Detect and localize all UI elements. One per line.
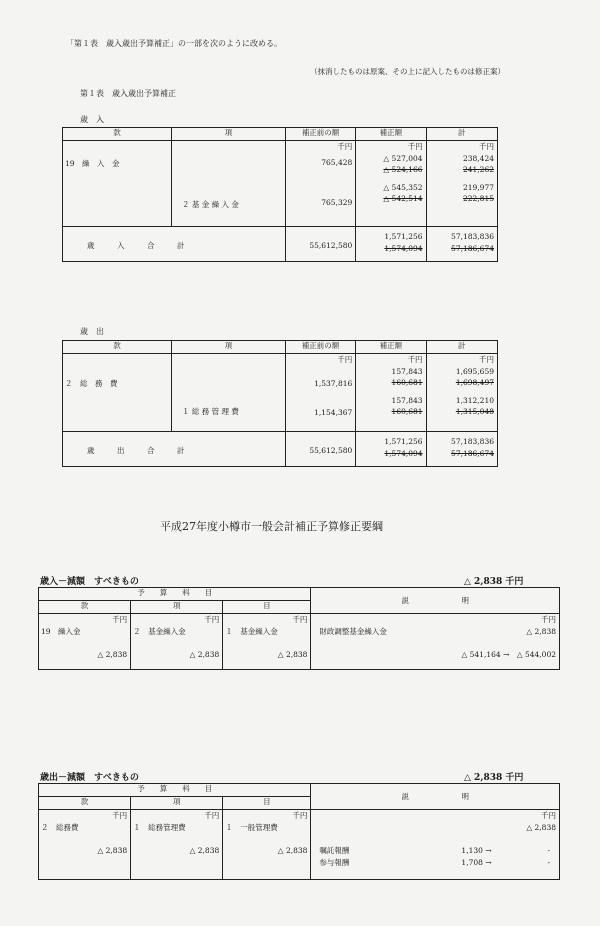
sum-correction-new: 1,571,256 (384, 437, 423, 446)
moku-label: １ 基金繰入金 (225, 626, 278, 636)
unit-label: 千円 (541, 615, 556, 624)
kan-cell (39, 614, 131, 670)
desc-label: 財政調整基金繰入金 (319, 626, 387, 636)
sum-before: 55,612,580 (309, 446, 353, 455)
rev-reduce-amount: △ 2,838 千円 (464, 577, 524, 587)
correction-new: △ 545,352 (383, 182, 423, 192)
correction-cell (356, 354, 426, 432)
item-label: 嘱託報酬 (319, 846, 350, 855)
correction-cell (356, 141, 426, 227)
total-cell (426, 141, 497, 227)
kou-value: △ 2,838 (189, 650, 220, 659)
total-old: 1,315,048 (455, 407, 494, 416)
item-value: 1,708 → (461, 857, 492, 867)
exp-reduce-amount: △ 2,838 千円 (464, 773, 524, 783)
sum-before: 55,612,580 (309, 241, 353, 250)
unit-label: 千円 (112, 811, 128, 820)
kan-cell (39, 810, 131, 880)
moku-cell (223, 614, 311, 670)
sum-total-old: 57,186,674 (451, 243, 494, 253)
expend-label: 歳 出 (80, 327, 104, 336)
sum-total-new: 57,183,836 (451, 437, 494, 446)
kou-value: △ 2,838 (189, 846, 220, 855)
revenue-table (62, 127, 498, 262)
total-cell (426, 354, 497, 432)
moku-value: △ 2,838 (277, 650, 308, 659)
unit-label: 千円 (204, 811, 220, 820)
exp-reduce-table (38, 783, 560, 880)
sum-total-cell (426, 432, 497, 467)
item-value: 1,130 → (461, 846, 492, 855)
desc-item-row (311, 857, 556, 869)
desc-cell (311, 614, 560, 670)
kou-label: １ 総務管理費 (133, 822, 186, 832)
before-cell (285, 354, 355, 432)
correction-old: △ 524,166 (383, 165, 423, 174)
kan-label: 19 繰 入 金 (65, 159, 120, 168)
before-cell (285, 141, 355, 227)
total-old: 222,815 (462, 194, 494, 203)
total-new: 219,977 (462, 182, 494, 192)
unit-label: 千円 (292, 811, 308, 820)
unit-label: 千円 (479, 142, 494, 151)
correction-old: △ 542,514 (383, 194, 423, 203)
sum-label: 歳 出 合 計 (87, 446, 185, 455)
kou-label: １ 総 務 管 理 費 (181, 407, 239, 416)
header-moku: 目 (223, 797, 311, 810)
intro-text: 「第１表 歳入歳出予算補正」の一部を次のように改める。 (66, 39, 282, 48)
sum-total-new: 57,183,836 (451, 232, 494, 241)
header-total: 計 (426, 128, 497, 141)
correction-new: 157,843 (391, 395, 423, 405)
desc-value: △ 2,838 (526, 822, 556, 832)
before-value: 765,329 (321, 198, 353, 207)
rev-reduce-heading: 歳入－減額 すべきもの (40, 577, 139, 587)
header-kou: 項 (131, 797, 223, 810)
header-kan: 款 (63, 128, 172, 141)
unit-label: 千円 (407, 355, 423, 364)
unit-label: 千円 (541, 811, 556, 820)
unit-label: 千円 (407, 142, 423, 151)
unit-label: 千円 (337, 142, 353, 151)
desc-cell (311, 810, 560, 880)
header-kan: 款 (39, 797, 131, 810)
kan-label: 19 繰入金 (41, 626, 81, 636)
kou-cell (131, 614, 223, 670)
total-new: 1,312,210 (455, 395, 494, 405)
total-new: 238,424 (462, 153, 494, 163)
sum-total-cell (426, 227, 497, 262)
header-correction: 補正額 (356, 128, 426, 141)
item-label: 参与報酬 (319, 857, 350, 867)
expend-table (62, 340, 498, 467)
sum-label: 歳 入 合 計 (87, 241, 185, 250)
rev-reduce-table (38, 587, 560, 670)
exp-reduce-heading: 歳出－減額 すべきもの (40, 773, 139, 783)
total-old: 1,698,497 (455, 378, 494, 387)
header-kou: 項 (171, 341, 285, 354)
desc-row (311, 626, 556, 638)
unit-label: 千円 (204, 615, 220, 624)
kou-cell (131, 810, 223, 880)
unit-label: 千円 (479, 355, 494, 364)
header-yosan: 予 算 科 目 (39, 784, 311, 797)
total-old: 241,262 (462, 165, 494, 174)
header-setsu: 説 明 (311, 588, 560, 614)
moku-label: １ 一般管理費 (225, 822, 278, 832)
header-setsu: 説 明 (311, 784, 560, 810)
kan-label: ２ 総務費 (41, 822, 79, 832)
moku-value: △ 2,838 (277, 846, 308, 855)
sum-correction-old: 1,574,094 (384, 243, 423, 253)
header-kou: 項 (131, 601, 223, 614)
before-value: 765,428 (321, 157, 353, 167)
sum-correction-cell (356, 432, 426, 467)
header-correction: 補正額 (356, 341, 426, 354)
kou-label: ２ 基金繰入金 (133, 626, 186, 636)
kan-label: ２ 総 務 費 (65, 379, 118, 388)
header-before: 補正前の額 (285, 128, 355, 141)
note-text: （抹消したものは原案、その上に記入したものは修正案） (310, 67, 505, 76)
correction-new: △ 527,004 (383, 153, 423, 163)
item-to: - (547, 857, 550, 867)
unit-label: 千円 (292, 615, 308, 624)
sum-correction-cell (356, 227, 426, 262)
revenue-label: 歳 入 (80, 115, 104, 124)
kan-cell (63, 141, 172, 227)
desc-value: △ 2,838 (526, 626, 556, 636)
sum-correction-old: 1,574,094 (384, 448, 423, 458)
sum-correction-new: 1,571,256 (384, 232, 423, 241)
before-value: 1,537,816 (314, 378, 353, 388)
sum-total-old: 57,186,674 (451, 448, 494, 458)
header-kan: 款 (63, 341, 172, 354)
header-total: 計 (426, 341, 497, 354)
sum-label-cell (63, 227, 286, 262)
before-value: 1,154,367 (314, 408, 353, 417)
kou-cell (172, 141, 286, 227)
change-value: △ 541,164 → △ 544,002 (461, 650, 556, 659)
main-title: 平成27年度小樽市一般会計補正予算修正要綱 (160, 520, 383, 533)
kou-cell (171, 354, 285, 432)
header-yosan: 予 算 科 目 (39, 588, 311, 601)
correction-new: 157,843 (391, 366, 423, 376)
unit-label: 千円 (112, 615, 128, 624)
kan-cell (63, 354, 172, 432)
table-title: 第１表 歳入歳出予算補正 (80, 89, 176, 98)
kan-value: △ 2,838 (97, 650, 128, 659)
total-new: 1,695,659 (455, 366, 494, 376)
item-to: - (547, 846, 550, 855)
sum-label-cell (63, 432, 286, 467)
header-kou: 項 (172, 128, 286, 141)
sum-before-cell (285, 432, 355, 467)
header-before: 補正前の額 (285, 341, 355, 354)
correction-old: 160,681 (391, 407, 423, 416)
unit-label: 千円 (337, 355, 353, 364)
header-moku: 目 (223, 601, 311, 614)
moku-cell (223, 810, 311, 880)
sum-before-cell (285, 227, 355, 262)
kou-label: ２ 基 金 繰 入 金 (182, 200, 239, 209)
kan-value: △ 2,838 (97, 846, 128, 855)
correction-old: 160,681 (391, 378, 423, 387)
desc-item-row (311, 845, 556, 857)
header-kan: 款 (39, 601, 131, 614)
